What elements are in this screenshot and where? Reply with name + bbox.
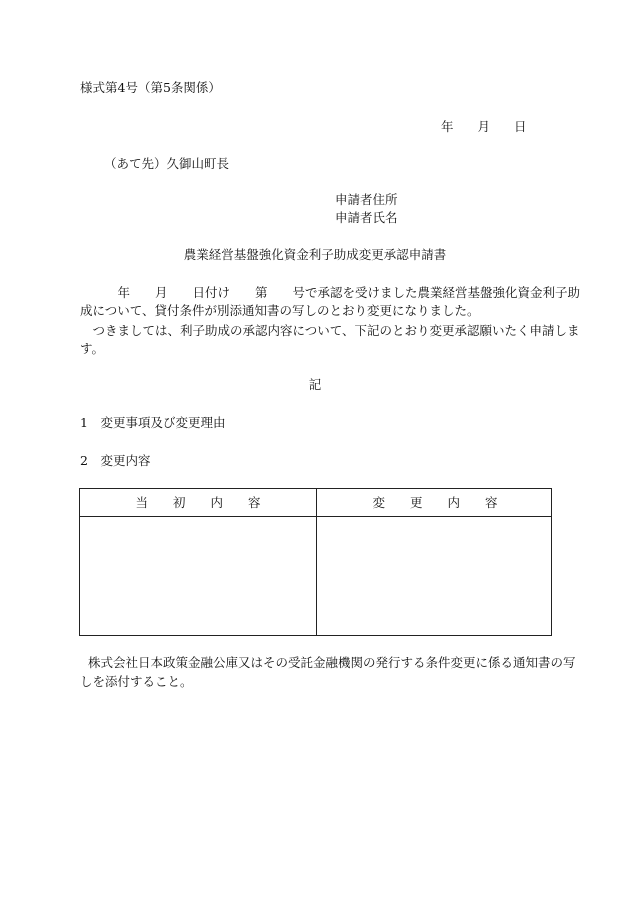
body-text-line: す。 [80, 341, 105, 356]
addressee: （あて先）久御山町長 [104, 156, 230, 171]
ki-heading: 記 [308, 377, 322, 392]
footnote-line: 株式会社日本政策金融公庫又はその受託金融機関の発行する条件変更に係る通知書の写 [88, 655, 576, 670]
table-header-changed: 変 更 内 容 [372, 495, 498, 510]
date-month-label: 月 [477, 119, 491, 134]
footnote-line: しを添付すること。 [80, 674, 193, 689]
applicant-name-label: 申請者氏名 [335, 210, 398, 225]
applicant-address-label: 申請者住所 [335, 192, 398, 207]
date-year-label: 年 [441, 119, 454, 134]
form-number: 様式第4号（第5条関係） [80, 80, 221, 95]
body-text-line: 年 月 日付け 第 号で承認を受けました農業経営基盤強化資金利子助 [80, 285, 581, 300]
date-day-label: 日 [514, 119, 527, 134]
item-change-content: 2 変更内容 [80, 453, 151, 468]
document-title: 農業経営基盤強化資金利子助成変更承認申請書 [183, 247, 447, 262]
table-header-original: 当 初 内 容 [135, 495, 261, 510]
table-column-divider [316, 489, 317, 635]
change-content-table [79, 488, 552, 636]
body-text-line: 成について、貸付条件が別添通知書の写しのとおり変更になりました。 [80, 303, 480, 318]
body-text-line: つきましては、利子助成の承認内容について、下記のとおり変更承認願いたく申請しま [80, 323, 580, 338]
date-line [441, 121, 527, 134]
item-change-reason: 1 変更事項及び変更理由 [80, 415, 226, 430]
